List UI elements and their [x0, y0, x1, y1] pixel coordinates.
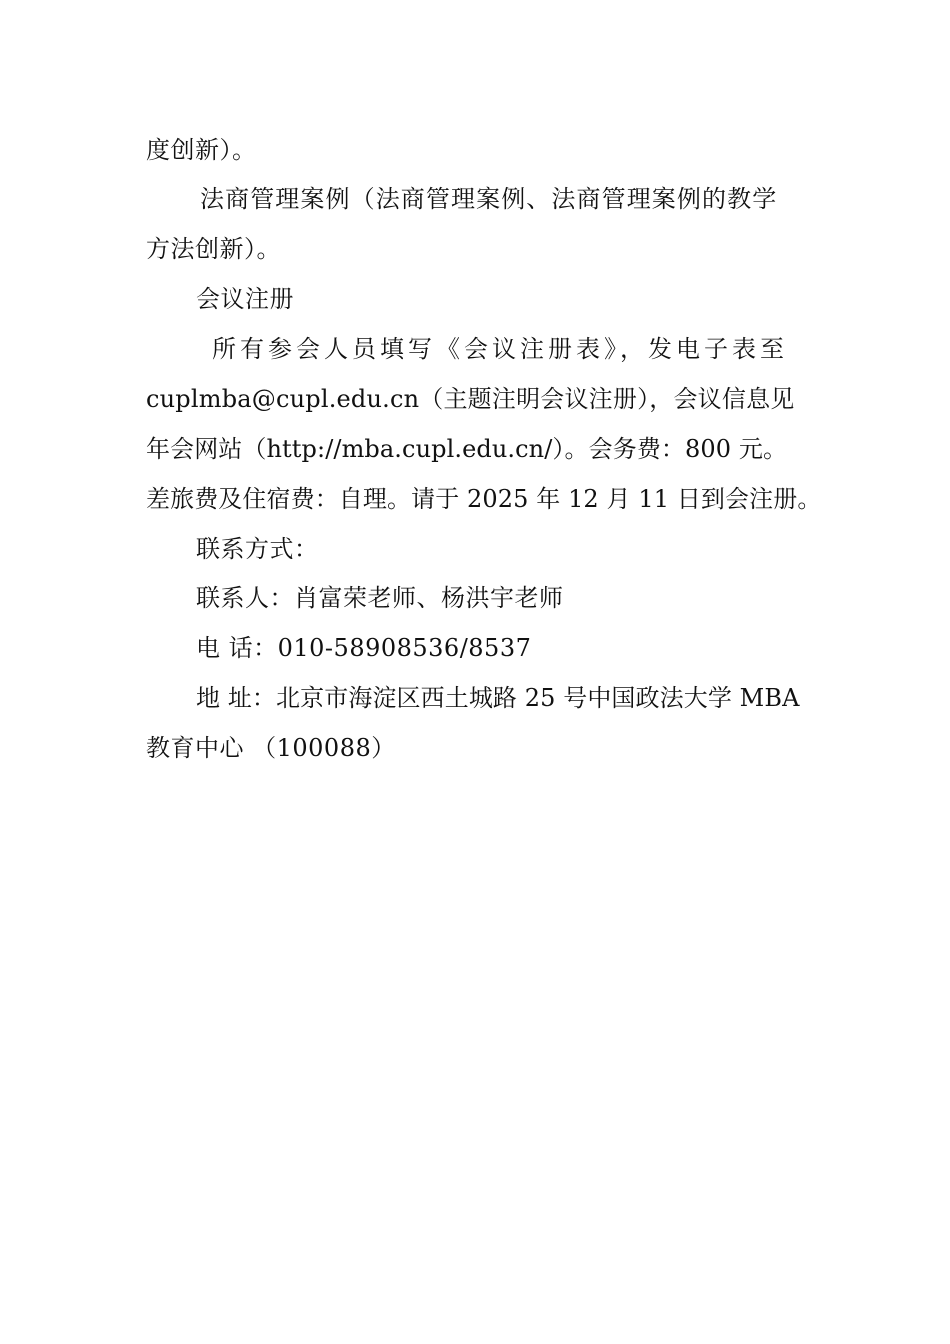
section-heading-registration: 会议注册: [196, 285, 294, 313]
paragraph-continuation-line: 度创新）。: [146, 136, 257, 164]
registration-paragraph-line-3: 年会网站（http://mba.cupl.edu.cn/）。会务费：800 元。: [146, 435, 788, 463]
contact-address-line-1: 地 址：北京市海淀区西土城路 25 号中国政法大学 MBA: [196, 684, 800, 712]
contact-person: 联系人：肖富荣老师、杨洪宇老师: [196, 584, 564, 612]
case-topic-line-2: 方法创新）。: [146, 235, 281, 263]
registration-paragraph-line-1: 所有参会人员填写《会议注册表》，发电子表至: [212, 335, 788, 363]
registration-paragraph-line-4: 差旅费及住宿费：自理。请于 2025 年 12 月 11 日到会注册。: [146, 485, 822, 513]
contact-address-line-2: 教育中心 （100088）: [146, 734, 396, 762]
case-topic-line-1: 法商管理案例（法商管理案例、法商管理案例的教学: [200, 185, 778, 213]
contact-heading: 联系方式：: [196, 535, 319, 563]
contact-phone: 电 话：010-58908536/8537: [196, 634, 532, 662]
registration-paragraph-line-2: cuplmba@cupl.edu.cn（主题注明会议注册），会议信息见: [146, 385, 795, 413]
